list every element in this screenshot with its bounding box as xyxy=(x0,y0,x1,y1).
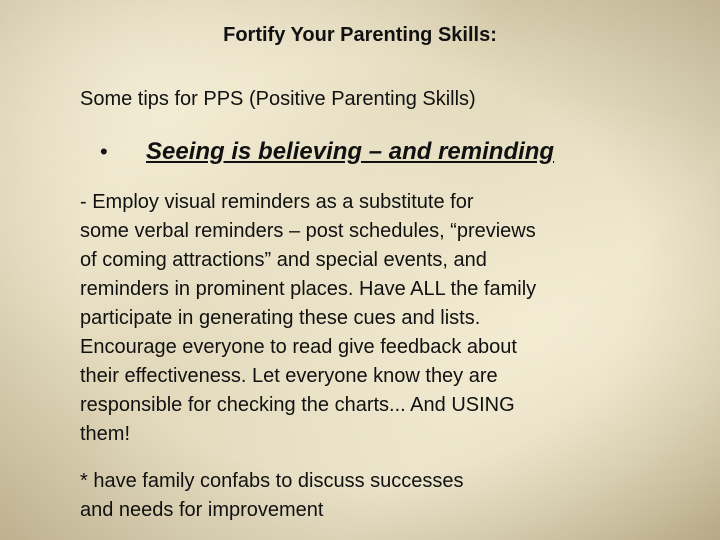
bullet-dot: • xyxy=(100,139,108,164)
body-paragraph: - Employ visual reminders as a substitute for some verbal reminders – post schedules, “previews of coming attractions” and special events, and reminders in prominent places. Have ALL the family participate in generating these cues and lists. Encourage everyone to read give feedback about their effectiveness. Let everyone know they are responsible for checking the charts... And USING them! xyxy=(80,191,537,445)
note-paragraph: * have family confabs to discuss successes and needs for improvement xyxy=(80,470,464,521)
bullet-row xyxy=(100,138,554,166)
slide-title: Fortify Your Parenting Skills: xyxy=(223,24,497,46)
bullet-heading: Seeing is believing – and reminding xyxy=(146,138,555,165)
slide-subtitle: Some tips for PPS (Positive Parenting Skills) xyxy=(80,88,476,110)
